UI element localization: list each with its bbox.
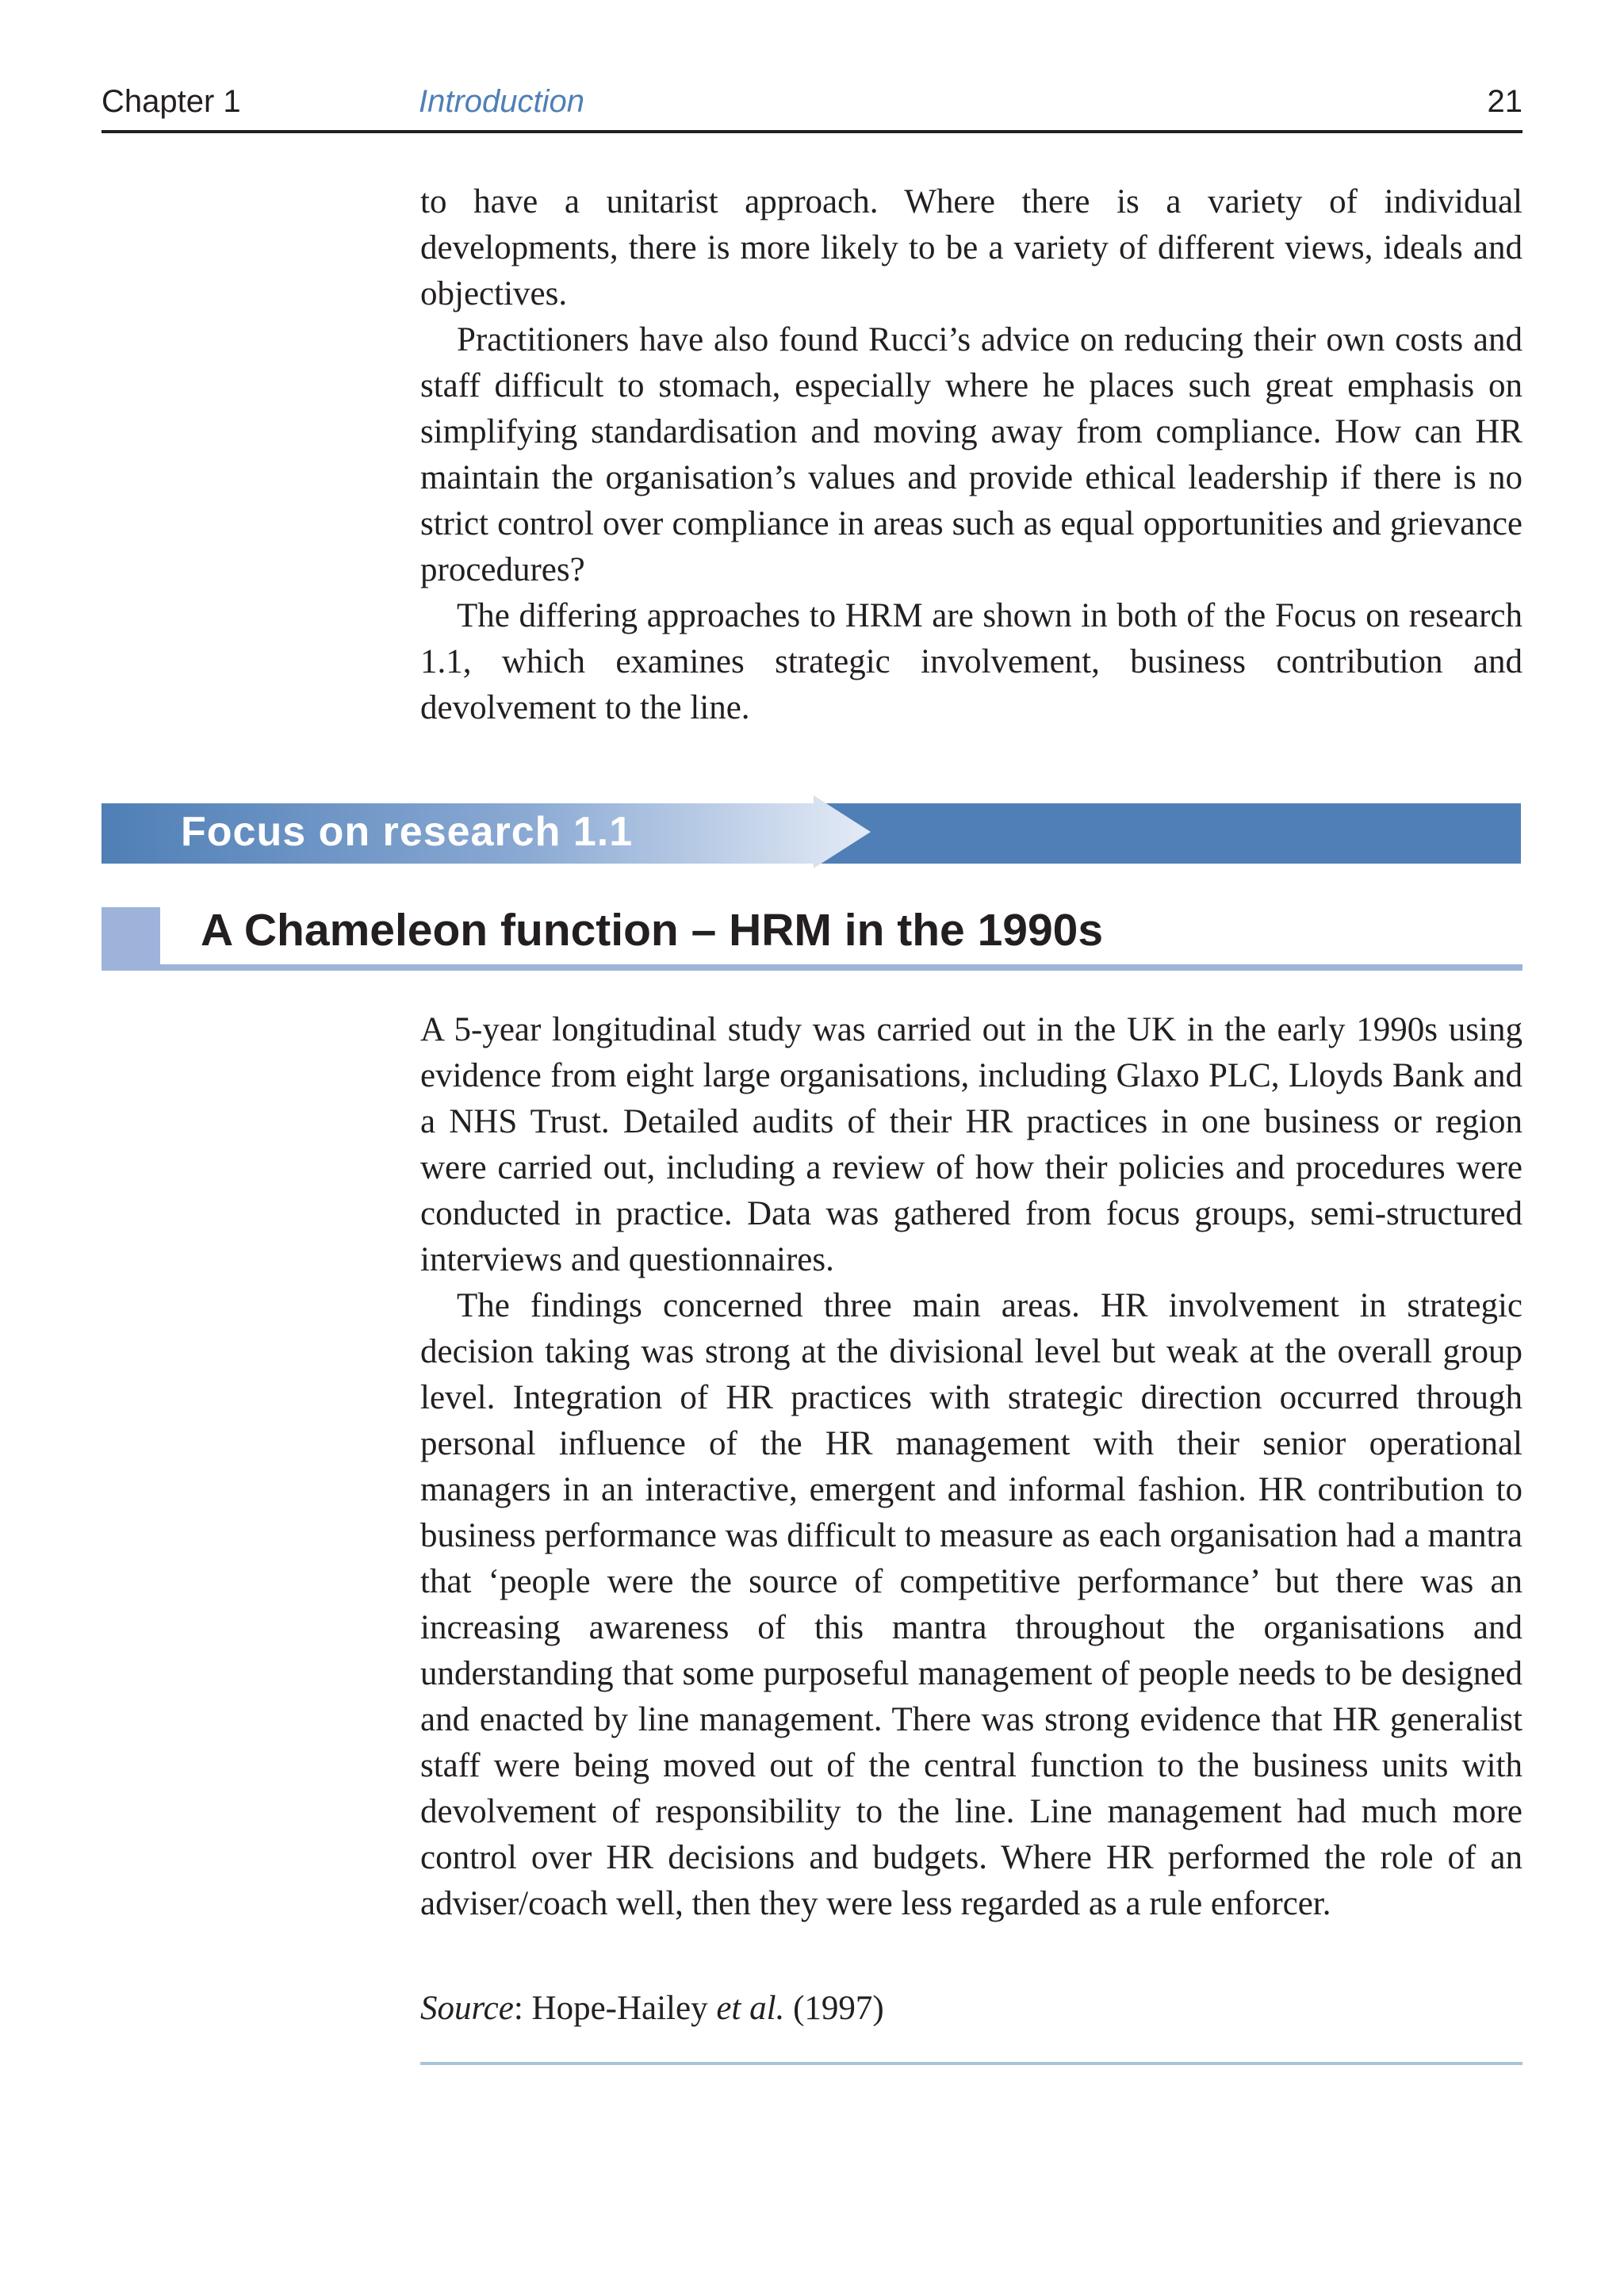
focus-text — [420, 1007, 1522, 1927]
section-label: Introduction — [419, 84, 585, 119]
intro-text — [420, 179, 1522, 731]
page-number: 21 — [1487, 84, 1522, 119]
source-label: Source — [420, 1990, 514, 2027]
box-heading — [102, 904, 1522, 971]
box-title: A Chameleon function – HRM in the 1990s — [201, 905, 1104, 956]
intro-paragraph-3: The differing approaches to HRM are shown in both of the Focus on research 1.1, which examines strategic involvement, business contribution and devolvement to the line. — [420, 597, 1522, 726]
intro-paragraph-1: to have a unitarist approach. Where there is a variety of individual developments, there is more likely to be a variety of different views, ideals and objectives. — [420, 183, 1522, 312]
focus-label: Focus on research 1.1 — [181, 809, 634, 855]
source-citation — [420, 1989, 884, 2028]
source-etal: et al. — [716, 1990, 785, 2027]
box-bottom-rule — [420, 2062, 1522, 2065]
running-header — [102, 82, 1522, 133]
focus-paragraph-2: The findings concerned three main areas. HR involvement in strategic decision taking was strong at the divisional level but weak at the overall group level. Integration of HR practices with strategic direction occurred through personal influence of the HR management with their senior operational managers in an interactive, emergent and informal fashion. HR contribution to business performance was difficult to measure as each organisation had a mantra that ‘people were the source of competitive performance’ but there was an increasing awareness of this mantra throughout the organisations and understanding that some purposeful management of people needs to be designed and enacted by line management. There was strong evidence that HR generalist staff were being moved out of the central function to the business units with devolvement of responsibility to the line. Line management had much more control over HR decisions and budgets. Where HR performed the role of an adviser/coach well, then they were less regarded as a rule enforcer. — [420, 1287, 1522, 1922]
source-author: : Hope-Hailey — [513, 1990, 717, 2027]
chapter-label: Chapter 1 — [102, 84, 241, 119]
heading-marker — [102, 907, 160, 971]
focus-paragraph-1: A 5-year longitudinal study was carried out in the UK in the early 1990s using evidence from eight large organisations, including Glaxo PLC, Lloyds Bank and a NHS Trust. Detailed audits of their HR practices in one business or region were carried out, including a review of how their policies and procedures were conducted in practice. Data was gathered from focus groups, semi-structured interviews and questionnaires. — [420, 1011, 1522, 1278]
heading-underline — [160, 964, 1522, 971]
source-year: (1997) — [784, 1990, 884, 2027]
focus-on-research-banner — [102, 795, 1521, 868]
intro-paragraph-2: Practitioners have also found Rucci’s advice on reducing their own costs and staff difficult to stomach, especially where he places such great emphasis on simplifying standardisation and moving away from compliance. How can HR maintain the organisation’s values and provide ethical leadership if there is no strict control over compliance in areas such as equal opportunities and grievance procedures? — [420, 321, 1522, 588]
